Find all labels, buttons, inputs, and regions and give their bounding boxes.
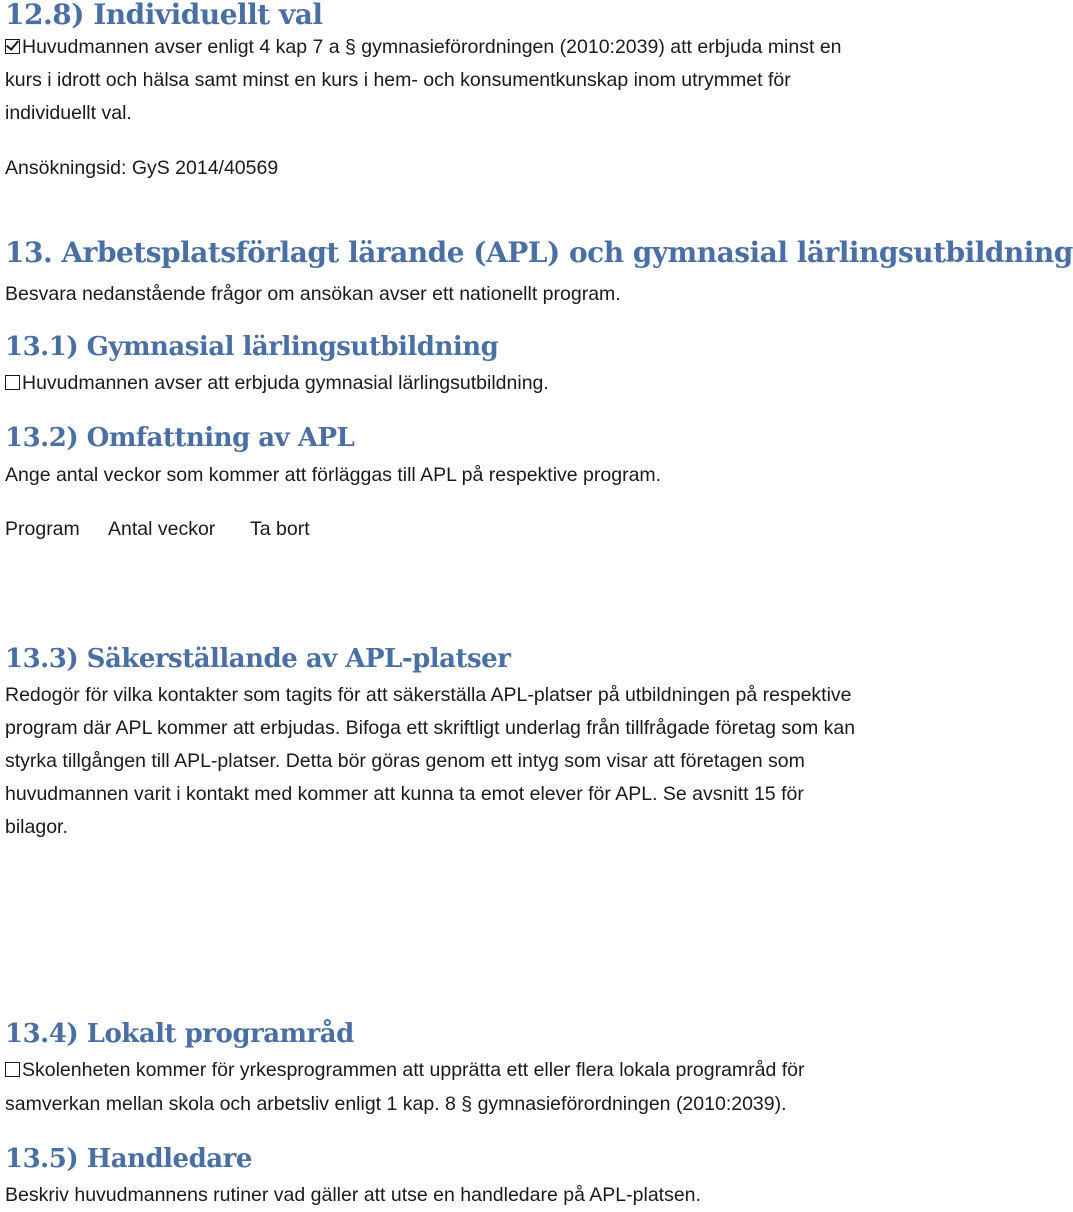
- section-13-3-line-2: program där APL kommer att erbjudas. Bifoga ett skriftligt underlag från tillfrågade företag som kan: [5, 717, 856, 739]
- section-12-8-statement-line-1: [5, 31, 842, 64]
- unchecked-checkbox-icon[interactable]: [5, 375, 20, 390]
- section-13-3-line-4: huvudmannen varit i kontakt med kommer att kunna ta emot elever för APL. Se avsnitt 15 för: [5, 783, 804, 805]
- section-12-8-statement-line-2: kurs i idrott och hälsa samt minst en kurs i hem- och konsumentkunskap inom utrymmet för: [5, 69, 791, 91]
- section-13-3-line-3: styrka tillgången till APL-platser. Detta bör göras genom ett intyg som visar att företagen som: [5, 750, 805, 772]
- section-12-8-statement-line-3: individuellt val.: [5, 102, 132, 124]
- section-13-1-heading: 13.1) Gymnasial lärlingsutbildning: [5, 332, 499, 362]
- unchecked-checkbox-icon[interactable]: [5, 1062, 20, 1077]
- section-12-8-statement-text: Huvudmannen avser enligt 4 kap 7 a § gymnasieförordningen (2010:2039) att erbjuda minst en: [22, 36, 842, 58]
- section-13-4-statement-text: Skolenheten kommer för yrkesprogrammen att upprätta ett eller flera lokala programråd för: [22, 1059, 805, 1081]
- table-header-program: Program: [5, 518, 80, 540]
- checked-checkbox-icon[interactable]: [5, 39, 20, 54]
- section-12-8-heading: 12.8) Individuellt val: [5, 0, 323, 31]
- section-13-1-statement-line: [5, 367, 549, 400]
- section-13-3-line-5: bilagor.: [5, 816, 68, 838]
- section-13-5-heading: 13.5) Handledare: [5, 1144, 252, 1174]
- section-13-3-line-1: Redogör för vilka kontakter som tagits för att säkerställa APL-platser på utbildningen på respektive: [5, 684, 852, 706]
- application-id: Ansökningsid: GyS 2014/40569: [5, 157, 279, 179]
- section-13-4-heading: 13.4) Lokalt programråd: [5, 1019, 354, 1049]
- section-13-3-heading: 13.3) Säkerställande av APL-platser: [5, 644, 511, 674]
- table-header-remove: Ta bort: [250, 518, 310, 540]
- table-header-weeks: Antal veckor: [108, 518, 216, 540]
- section-13-5-instruction: Beskriv huvudmannens rutiner vad gäller att utse en handledare på APL-platsen.: [5, 1184, 701, 1206]
- section-13-heading: 13. Arbetsplatsförlagt lärande (APL) och gymnasial lärlingsutbildning: [5, 236, 1073, 269]
- section-13-2-heading: 13.2) Omfattning av APL: [5, 423, 355, 453]
- section-13-4-statement-line-1: [5, 1054, 805, 1087]
- section-13-1-statement-text: Huvudmannen avser att erbjuda gymnasial lärlingsutbildning.: [22, 372, 549, 394]
- section-13-4-statement-line-2: samverkan mellan skola och arbetsliv enligt 1 kap. 8 § gymnasieförordningen (2010:2039).: [5, 1093, 787, 1115]
- section-13-2-instruction: Ange antal veckor som kommer att förläggas till APL på respektive program.: [5, 464, 662, 486]
- apl-table-header: [5, 513, 310, 546]
- section-13-intro: Besvara nedanstående frågor om ansökan avser ett nationellt program.: [5, 283, 621, 305]
